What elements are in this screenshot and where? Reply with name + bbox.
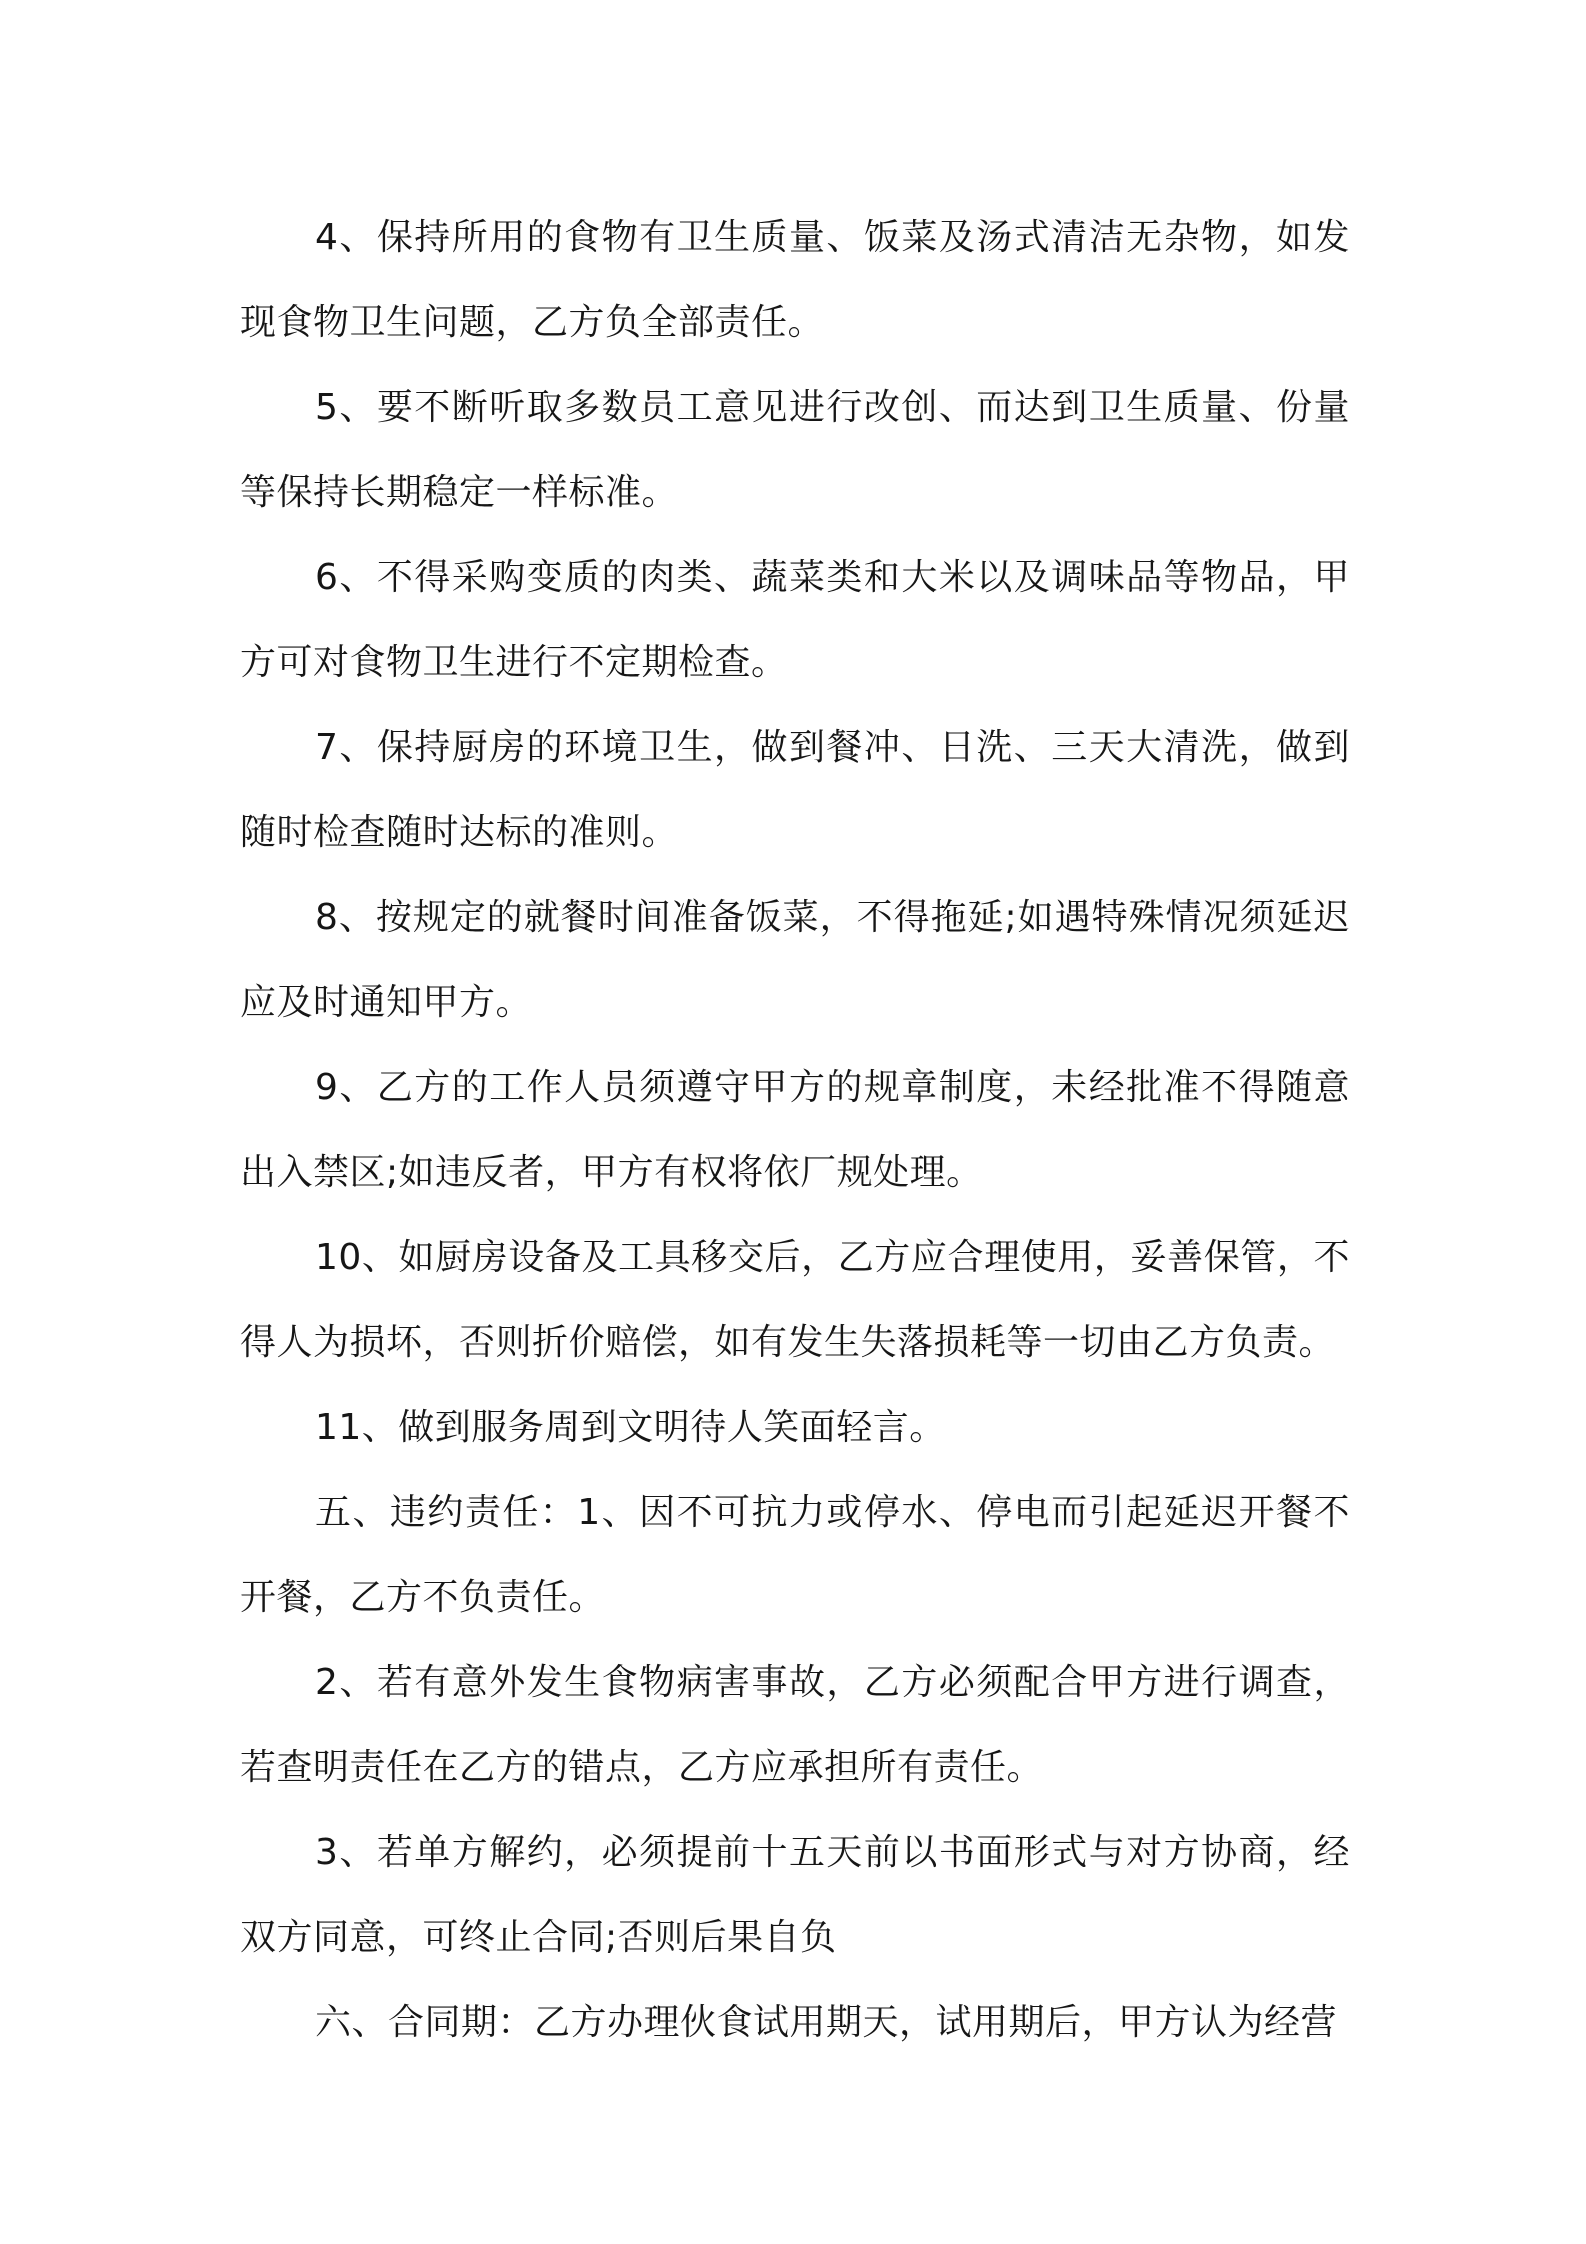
document-body xyxy=(240,195,1350,2065)
clause-9: 9、乙方的工作人员须遵守甲方的规章制度，未经批准不得随意出入禁区;如违反者，甲方有权将依厂规处理。 xyxy=(240,1067,1350,1193)
breach-clause-3: 3、若单方解约，必须提前十五天前以书面形式与对方协商，经双方同意，可终止合同;否则后果自负 xyxy=(240,1832,1350,1958)
clause-7: 7、保持厨房的环境卫生，做到餐冲、日洗、三天大清洗，做到随时检查随时达标的准则。 xyxy=(240,727,1350,853)
clause-4: 4、保持所用的食物有卫生质量、饭菜及汤式清洁无杂物，如发现食物卫生问题，乙方负全部责任。 xyxy=(240,217,1350,343)
clause-5: 5、要不断听取多数员工意见进行改创、而达到卫生质量、份量等保持长期稳定一样标准。 xyxy=(240,387,1350,513)
section-5-breach-liability: 五、违约责任：1、因不可抗力或停水、停电而引起延迟开餐不开餐，乙方不负责任。 xyxy=(240,1492,1350,1618)
clause-6: 6、不得采购变质的肉类、蔬菜类和大米以及调味品等物品，甲方可对食物卫生进行不定期检查。 xyxy=(240,557,1350,683)
clause-10: 10、如厨房设备及工具移交后，乙方应合理使用，妥善保管，不得人为损坏，否则折价赔偿，如有发生失落损耗等一切由乙方负责。 xyxy=(240,1237,1350,1363)
clause-8: 8、按规定的就餐时间准备饭菜，不得拖延;如遇特殊情况须延迟应及时通知甲方。 xyxy=(240,897,1350,1023)
breach-clause-2: 2、若有意外发生食物病害事故，乙方必须配合甲方进行调查，若查明责任在乙方的错点，乙方应承担所有责任。 xyxy=(240,1662,1350,1788)
clause-11: 11、做到服务周到文明待人笑面轻言。 xyxy=(315,1407,946,1448)
section-6-contract-period: 六、合同期：乙方办理伙食试用期天，试用期后，甲方认为经营 xyxy=(315,2002,1338,2043)
